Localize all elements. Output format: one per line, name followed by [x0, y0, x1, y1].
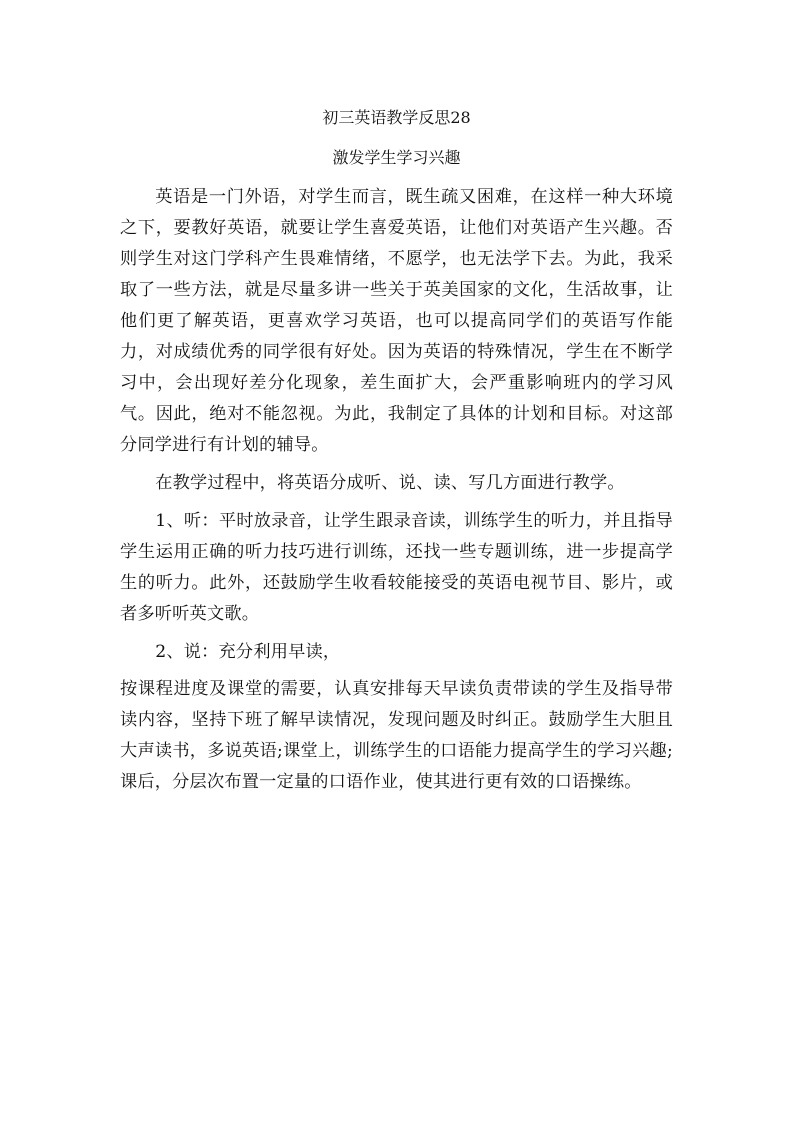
paragraph-teaching-process: 在教学过程中，将英语分成听、说、读、写几方面进行教学。	[155, 473, 625, 493]
paragraph-speaking-body: 按课程进度及课堂的需要，认真安排每天早读负责带读的学生及指导带读内容，坚持下班了解早读情况，发现问题及时纠正。鼓励学生大胆且大声读书，多说英语;课堂上，训练学生的口语能力提高学生的学习兴趣;课后，分层次布置一定量的口语作业，使其进行更有效的口语操练。	[120, 679, 673, 792]
paragraph-speaking-heading: 2、说：充分利用早读，	[155, 642, 341, 662]
paragraph-intro: 英语是一门外语，对学生而言，既生疏又困难，在这样一种大环境之下，要教好英语，就要让学生喜爱英语，让他们对英语产生兴趣。否则学生对这门学科产生畏难情绪，不愿学，也无法学下去。为此，我采取了一些方法，就是尽量多讲一些关于英美国家的文化，生活故事，让他们更了解英语，更喜欢学习英语，也可以提高同学们的英语写作能力，对成绩优秀的同学很有好处。因为英语的特殊情况，学生在不断学习中，会出现好差分化现象，差生面扩大，会严重影响班内的学习风气。因此，绝对不能忽视。为此，我制定了具体的计划和目标。对这部分同学进行有计划的辅导。	[120, 187, 673, 455]
paragraph-listening: 1、听：平时放录音，让学生跟录音读，训练学生的听力，并且指导学生运用正确的听力技巧进行训练，还找一些专题训练，进一步提高学生的听力。此外，还鼓励学生收看较能接受的英语电视节目、影片，或者多听听英文歌。	[120, 511, 673, 624]
document-page	[120, 100, 673, 798]
document-subtitle: 激发学生学习兴趣	[332, 148, 461, 167]
document-title: 初三英语教学反思28	[322, 108, 471, 127]
